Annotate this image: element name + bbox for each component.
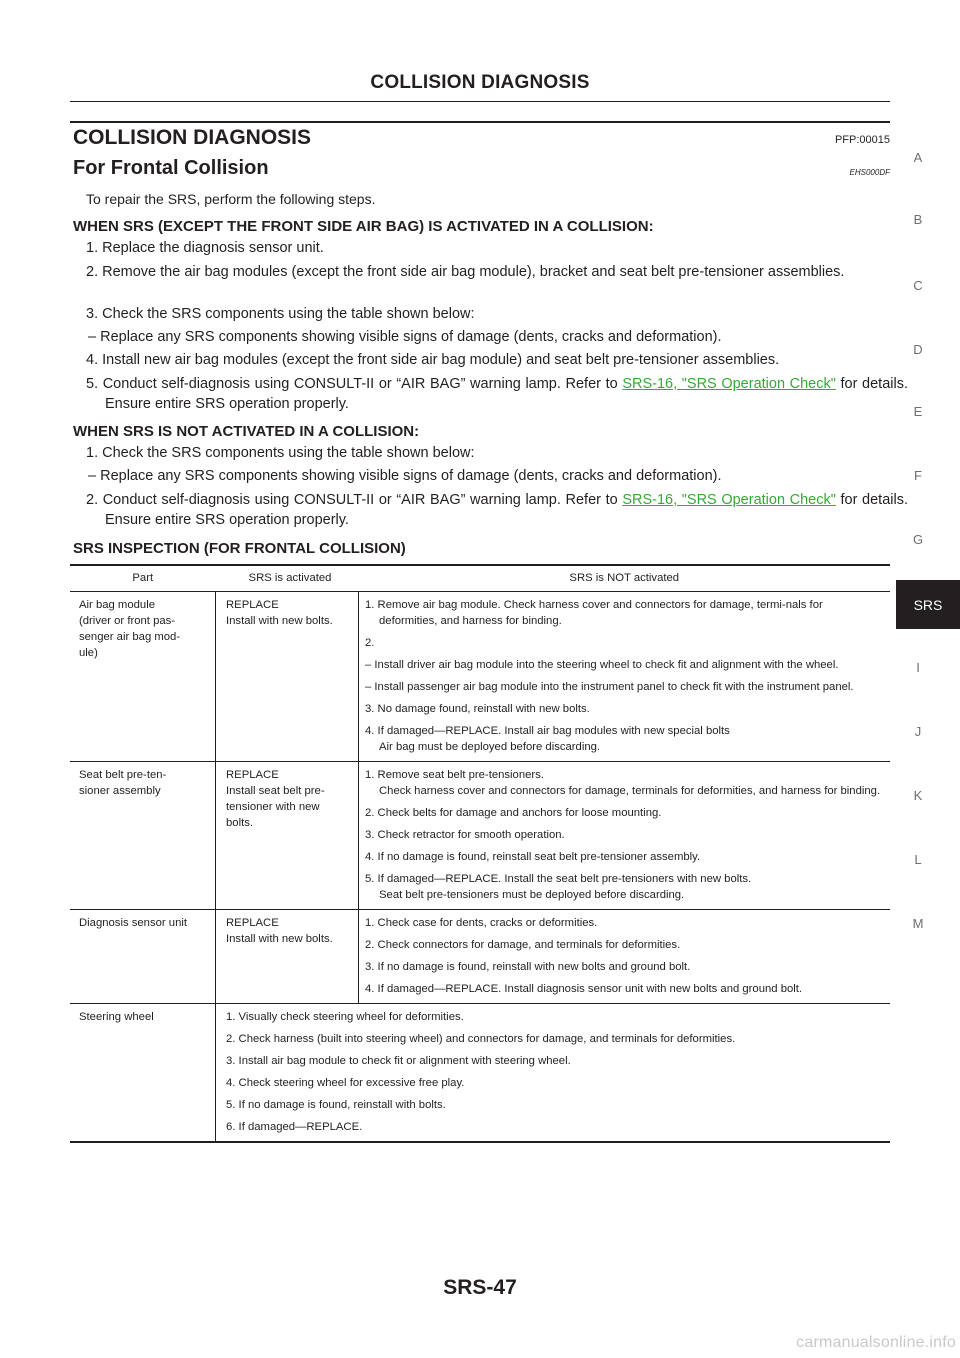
side-tab-e[interactable]: E: [913, 404, 923, 419]
intro-text: To repair the SRS, perform the following steps.: [86, 191, 376, 207]
list-item: 3. If no damage is found, reinstall with new bolts and ground bolt.: [365, 961, 691, 973]
activated-step-5-suffix: for details. Ensure entire SRS operation properly.: [105, 376, 909, 412]
not-activated-cell: [359, 910, 891, 1004]
running-header-title: COLLISION DIAGNOSIS: [370, 72, 590, 93]
pfp-code: PFP:00015: [834, 134, 890, 146]
side-tab-g[interactable]: G: [912, 532, 924, 547]
list-item: 2. Check belts for damage and anchors for loose mounting.: [365, 807, 662, 819]
not-activated-heading: WHEN SRS IS NOT ACTIVATED IN A COLLISION:: [73, 423, 420, 440]
list-item: 6. If damaged—REPLACE.: [226, 1121, 363, 1133]
not-activated-step-2-suffix: for details. Ensure entire SRS operation properly.: [105, 492, 909, 528]
subsection-title: For Frontal Collision: [73, 157, 269, 179]
part-cell: Seat belt pre-ten- sioner assembly: [79, 769, 167, 797]
list-item: 3. Check retractor for smooth operation.: [365, 829, 565, 841]
side-tab-f[interactable]: F: [914, 468, 922, 483]
col-header-not-activated: SRS is NOT activated: [359, 565, 891, 592]
not-activated-cell: [359, 592, 891, 762]
not-activated-dash-item: – Replace any SRS components showing visible signs of damage (dents, cracks and deformation).: [88, 468, 722, 484]
list-item: 1. Check case for dents, cracks or deformities.: [365, 917, 598, 929]
not-activated-step-2-text: 2. Conduct self-diagnosis using CONSULT-II or “AIR BAG” warning lamp. Refer to: [86, 492, 623, 508]
header-rule: [70, 101, 890, 102]
list-item: – Install driver air bag module into the steering wheel to check fit and alignment with the wheel.: [365, 659, 839, 671]
side-tab-l[interactable]: L: [914, 852, 922, 867]
side-tab-a[interactable]: A: [913, 150, 923, 165]
side-tab-k[interactable]: K: [913, 788, 923, 803]
subsection-code: EHS000DF: [849, 168, 890, 177]
col-header-part: Part: [70, 565, 216, 592]
not-activated-step-2: [86, 491, 908, 530]
col-header-activated: SRS is activated: [216, 565, 359, 592]
list-item: 4. If damaged—REPLACE. Install air bag modules with new special bolts Air bag must be deployed before discarding.: [365, 725, 730, 753]
side-tab-d[interactable]: D: [913, 342, 923, 357]
inspection-heading: SRS INSPECTION (FOR FRONTAL COLLISION): [73, 540, 406, 557]
page-number: SRS-47: [443, 1276, 517, 1299]
activated-cell: REPLACE Install with new bolts.: [226, 599, 333, 627]
side-tab-m[interactable]: M: [912, 916, 924, 931]
table-row: [70, 592, 890, 762]
part-cell: Air bag module (driver or front pas- senger air bag mod- ule): [79, 599, 181, 659]
activated-step-1: 1. Replace the diagnosis sensor unit.: [86, 240, 324, 256]
list-item: 3. Install air bag module to check fit or alignment with steering wheel.: [226, 1055, 571, 1067]
activated-step-2: 2. Remove the air bag modules (except the front side air bag module), bracket and seat belt pre-tensioner assemblies.: [86, 264, 845, 280]
side-tab-c[interactable]: C: [913, 278, 923, 293]
list-item: 4. Check steering wheel for excessive free play.: [226, 1077, 465, 1089]
activated-cell: REPLACE Install with new bolts.: [226, 917, 333, 945]
activated-step-5: [86, 375, 908, 414]
table-row: [70, 1004, 890, 1143]
activated-step-3: 3. Check the SRS components using the table shown below:: [86, 306, 475, 322]
list-item: 3. No damage found, reinstall with new bolts.: [365, 703, 590, 715]
table-row: [70, 762, 890, 910]
activated-cell: REPLACE Install seat belt pre- tensioner with new bolts.: [226, 769, 325, 829]
table-header-row: [70, 565, 890, 592]
section-title: COLLISION DIAGNOSIS: [73, 126, 312, 149]
side-tab-srs-active[interactable]: SRS: [896, 580, 960, 629]
list-item: 1. Remove air bag module. Check harness cover and connectors for damage, termi-nals for deformities, and harness for binding.: [365, 599, 823, 627]
table-row: [70, 910, 890, 1004]
list-item: 4. If no damage is found, reinstall seat belt pre-tensioner assembly.: [365, 851, 701, 863]
activated-heading: WHEN SRS (EXCEPT THE FRONT SIDE AIR BAG) IS ACTIVATED IN A COLLISION:: [73, 218, 654, 235]
section-rule: [70, 121, 890, 123]
part-cell: Steering wheel: [79, 1011, 154, 1023]
side-tab-b[interactable]: B: [913, 212, 923, 227]
combined-cell: [216, 1004, 891, 1143]
side-tab-i[interactable]: I: [916, 660, 920, 675]
activated-step-5-text: 5. Conduct self-diagnosis using CONSULT-II or “AIR BAG” warning lamp. Refer to: [86, 376, 623, 392]
part-cell: Diagnosis sensor unit: [79, 917, 188, 929]
watermark-text: carmanualsonline.info: [796, 1334, 956, 1351]
list-item: 5. If no damage is found, reinstall with bolts.: [226, 1099, 446, 1111]
list-item: 4. If damaged—REPLACE. Install diagnosis sensor unit with new bolts and ground bolt.: [365, 983, 803, 995]
list-item: 2. Check harness (built into steering wheel) and connectors for damage, and terminals for deformities.: [226, 1033, 736, 1045]
list-item: 2.: [365, 637, 375, 649]
srs-operation-check-link-2[interactable]: SRS-16, "SRS Operation Check": [622, 492, 836, 508]
srs-operation-check-link[interactable]: SRS-16, "SRS Operation Check": [622, 376, 836, 392]
not-activated-step-1: 1. Check the SRS components using the table shown below:: [86, 445, 475, 461]
list-item: 1. Remove seat belt pre-tensioners. Check harness cover and connectors for damage, terminals for deformities, and harness for binding.: [365, 769, 881, 797]
list-item: 1. Visually check steering wheel for deformities.: [226, 1011, 464, 1023]
list-item: 2. Check connectors for damage, and terminals for deformities.: [365, 939, 681, 951]
inspection-table: [70, 564, 890, 1143]
list-item: 5. If damaged—REPLACE. Install the seat belt pre-tensioners with new bolts. Seat belt pre-tensioners must be deployed before discarding.: [365, 873, 752, 901]
not-activated-cell: [359, 762, 891, 910]
side-tab-j[interactable]: J: [914, 724, 922, 739]
activated-step-4: 4. Install new air bag modules (except the front side air bag module) and seat belt pre-tensioner assemblies.: [86, 352, 780, 368]
activated-dash-item: – Replace any SRS components showing visible signs of damage (dents, cracks and deformation).: [88, 329, 722, 345]
list-item: – Install passenger air bag module into the instrument panel to check fit with the instrument panel.: [365, 681, 854, 693]
